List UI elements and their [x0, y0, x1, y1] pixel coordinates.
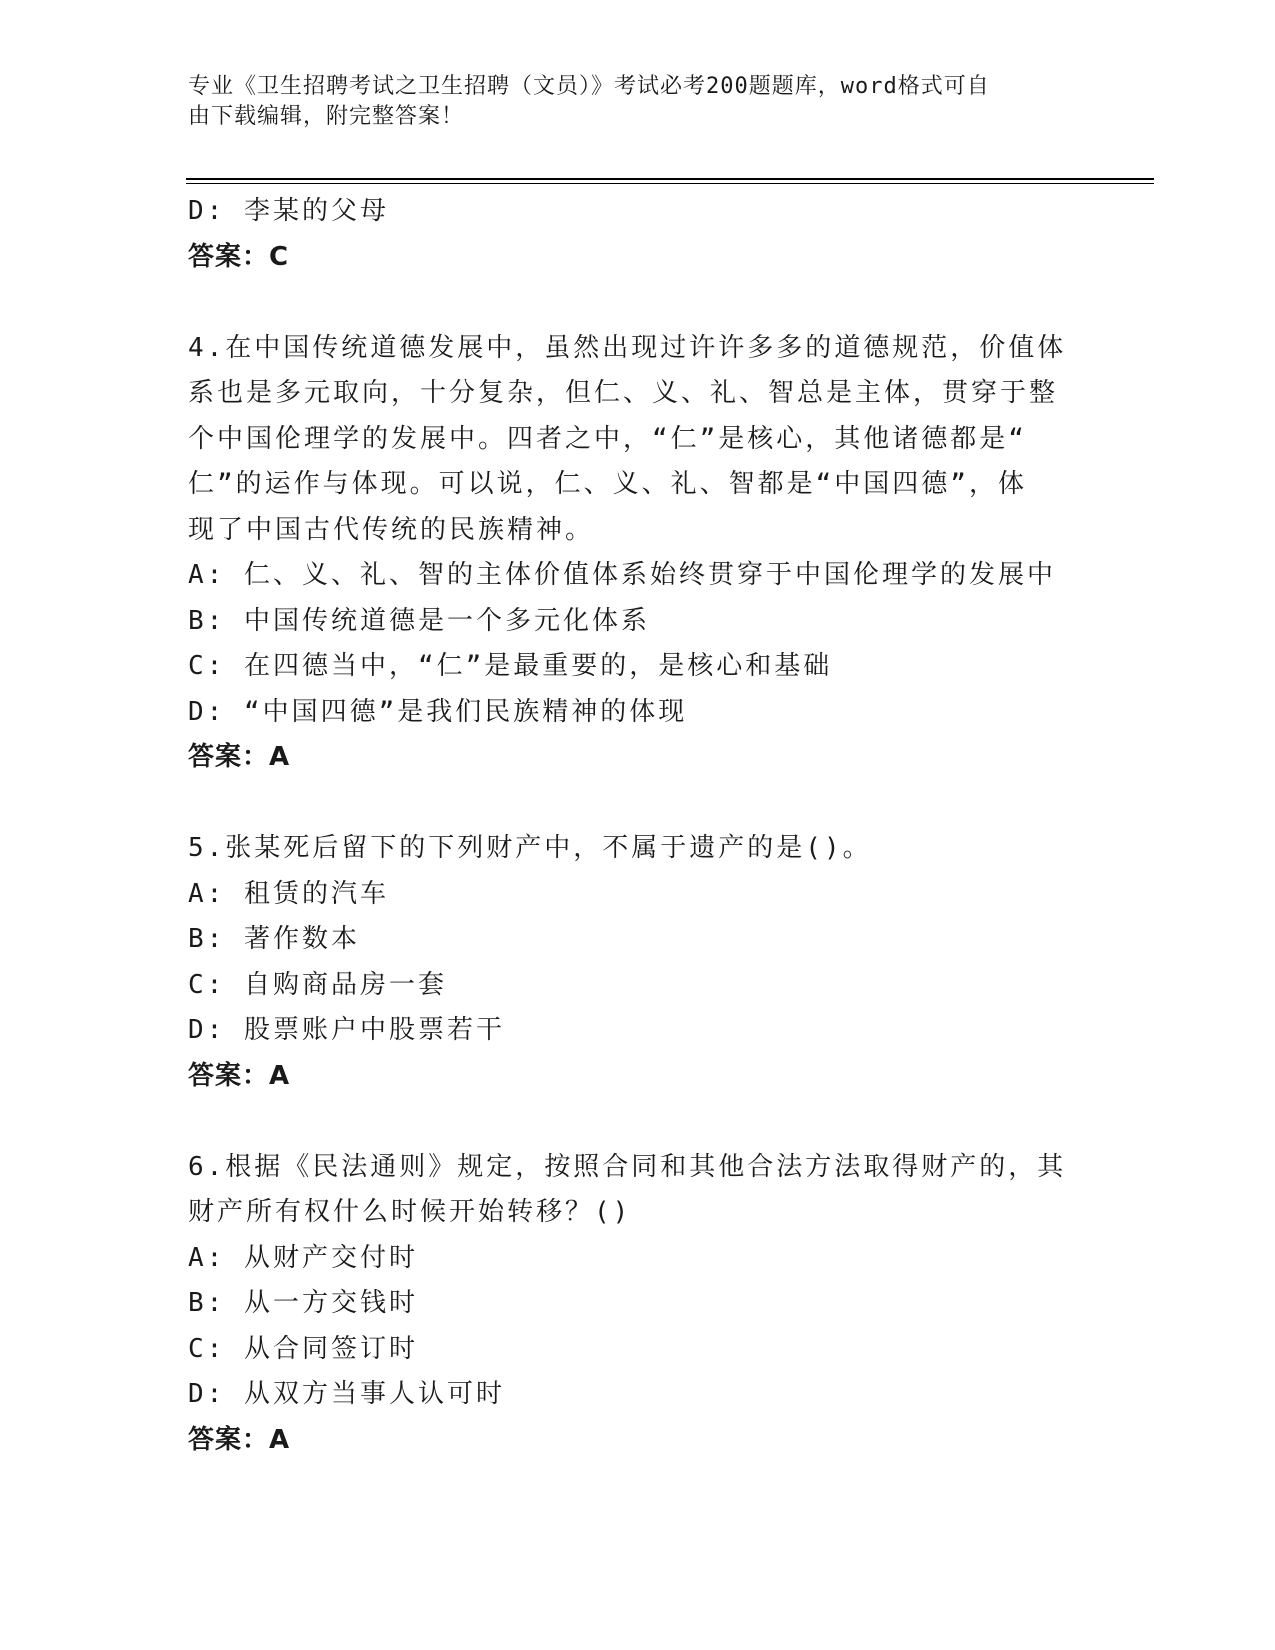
question-5	[188, 826, 1068, 1099]
option-c: C: 在四德当中，“仁”是最重要的，是核心和基础	[188, 651, 833, 681]
option-d: D: 股票账户中股票若干	[188, 1015, 505, 1045]
header-divider-thin	[186, 183, 1154, 184]
answer-label: 答案：A	[188, 1060, 291, 1091]
question-stem-line: 个中国伦理学的发展中。四者之中，“仁”是核心，其他诸德都是“	[188, 423, 1027, 454]
page-header	[188, 72, 1068, 132]
option-b: B: 从一方交钱时	[188, 1288, 418, 1318]
question-stem-line: 财产所有权什么时候开始转移？()	[188, 1197, 632, 1227]
question-stem-line: 系也是多元取向，十分复杂，但仁、义、礼、智总是主体，贯穿于整	[188, 378, 1059, 408]
question-6	[188, 1145, 1068, 1464]
header-line-1: 专业《卫生招聘考试之卫生招聘（文员）》考试必考200题题库，word格式可自	[188, 74, 990, 99]
option-d: D: 李某的父母	[188, 196, 389, 226]
option-b: B: 中国传统道德是一个多元化体系	[188, 605, 650, 636]
option-c: C: 从合同签订时	[188, 1333, 418, 1364]
question-stem-line: 4.在中国传统道德发展中，虽然出现过许许多多的道德规范，价值体	[188, 332, 1067, 363]
question-stem-line: 5.张某死后留下的下列财产中，不属于遗产的是()。	[188, 833, 872, 863]
option-b: B: 著作数本	[188, 924, 360, 954]
option-a: A: 租赁的汽车	[188, 878, 389, 909]
header-divider-thick	[186, 178, 1154, 180]
option-a: A: 仁、义、礼、智的主体价值体系始终贯穿于中国伦理学的发展中	[188, 560, 1056, 590]
option-d: D: “中国四德”是我们民族精神的体现	[188, 696, 688, 727]
question-stem-line: 现了中国古代传统的民族精神。	[188, 514, 595, 545]
question-4	[188, 326, 1068, 781]
question-stem-line: 6.根据《民法通则》规定，按照合同和其他合法方法取得财产的，其	[188, 1151, 1067, 1182]
answer-label: 答案：A	[188, 742, 291, 772]
question-stem-line: 仁”的运作与体现。可以说，仁、义、礼、智都是“中国四德”，体	[188, 469, 1027, 499]
header-line-2: 由下载编辑，附完整答案！	[188, 104, 465, 129]
option-d: D: 从双方当事人认可时	[188, 1379, 505, 1409]
option-c: C: 自购商品房一套	[188, 969, 447, 1000]
answer-label: 答案：C	[188, 241, 290, 272]
answer-label: 答案：A	[188, 1424, 291, 1455]
question-3-tail	[188, 189, 1068, 280]
option-a: A: 从财产交付时	[188, 1242, 418, 1273]
question-list	[188, 189, 1068, 1463]
